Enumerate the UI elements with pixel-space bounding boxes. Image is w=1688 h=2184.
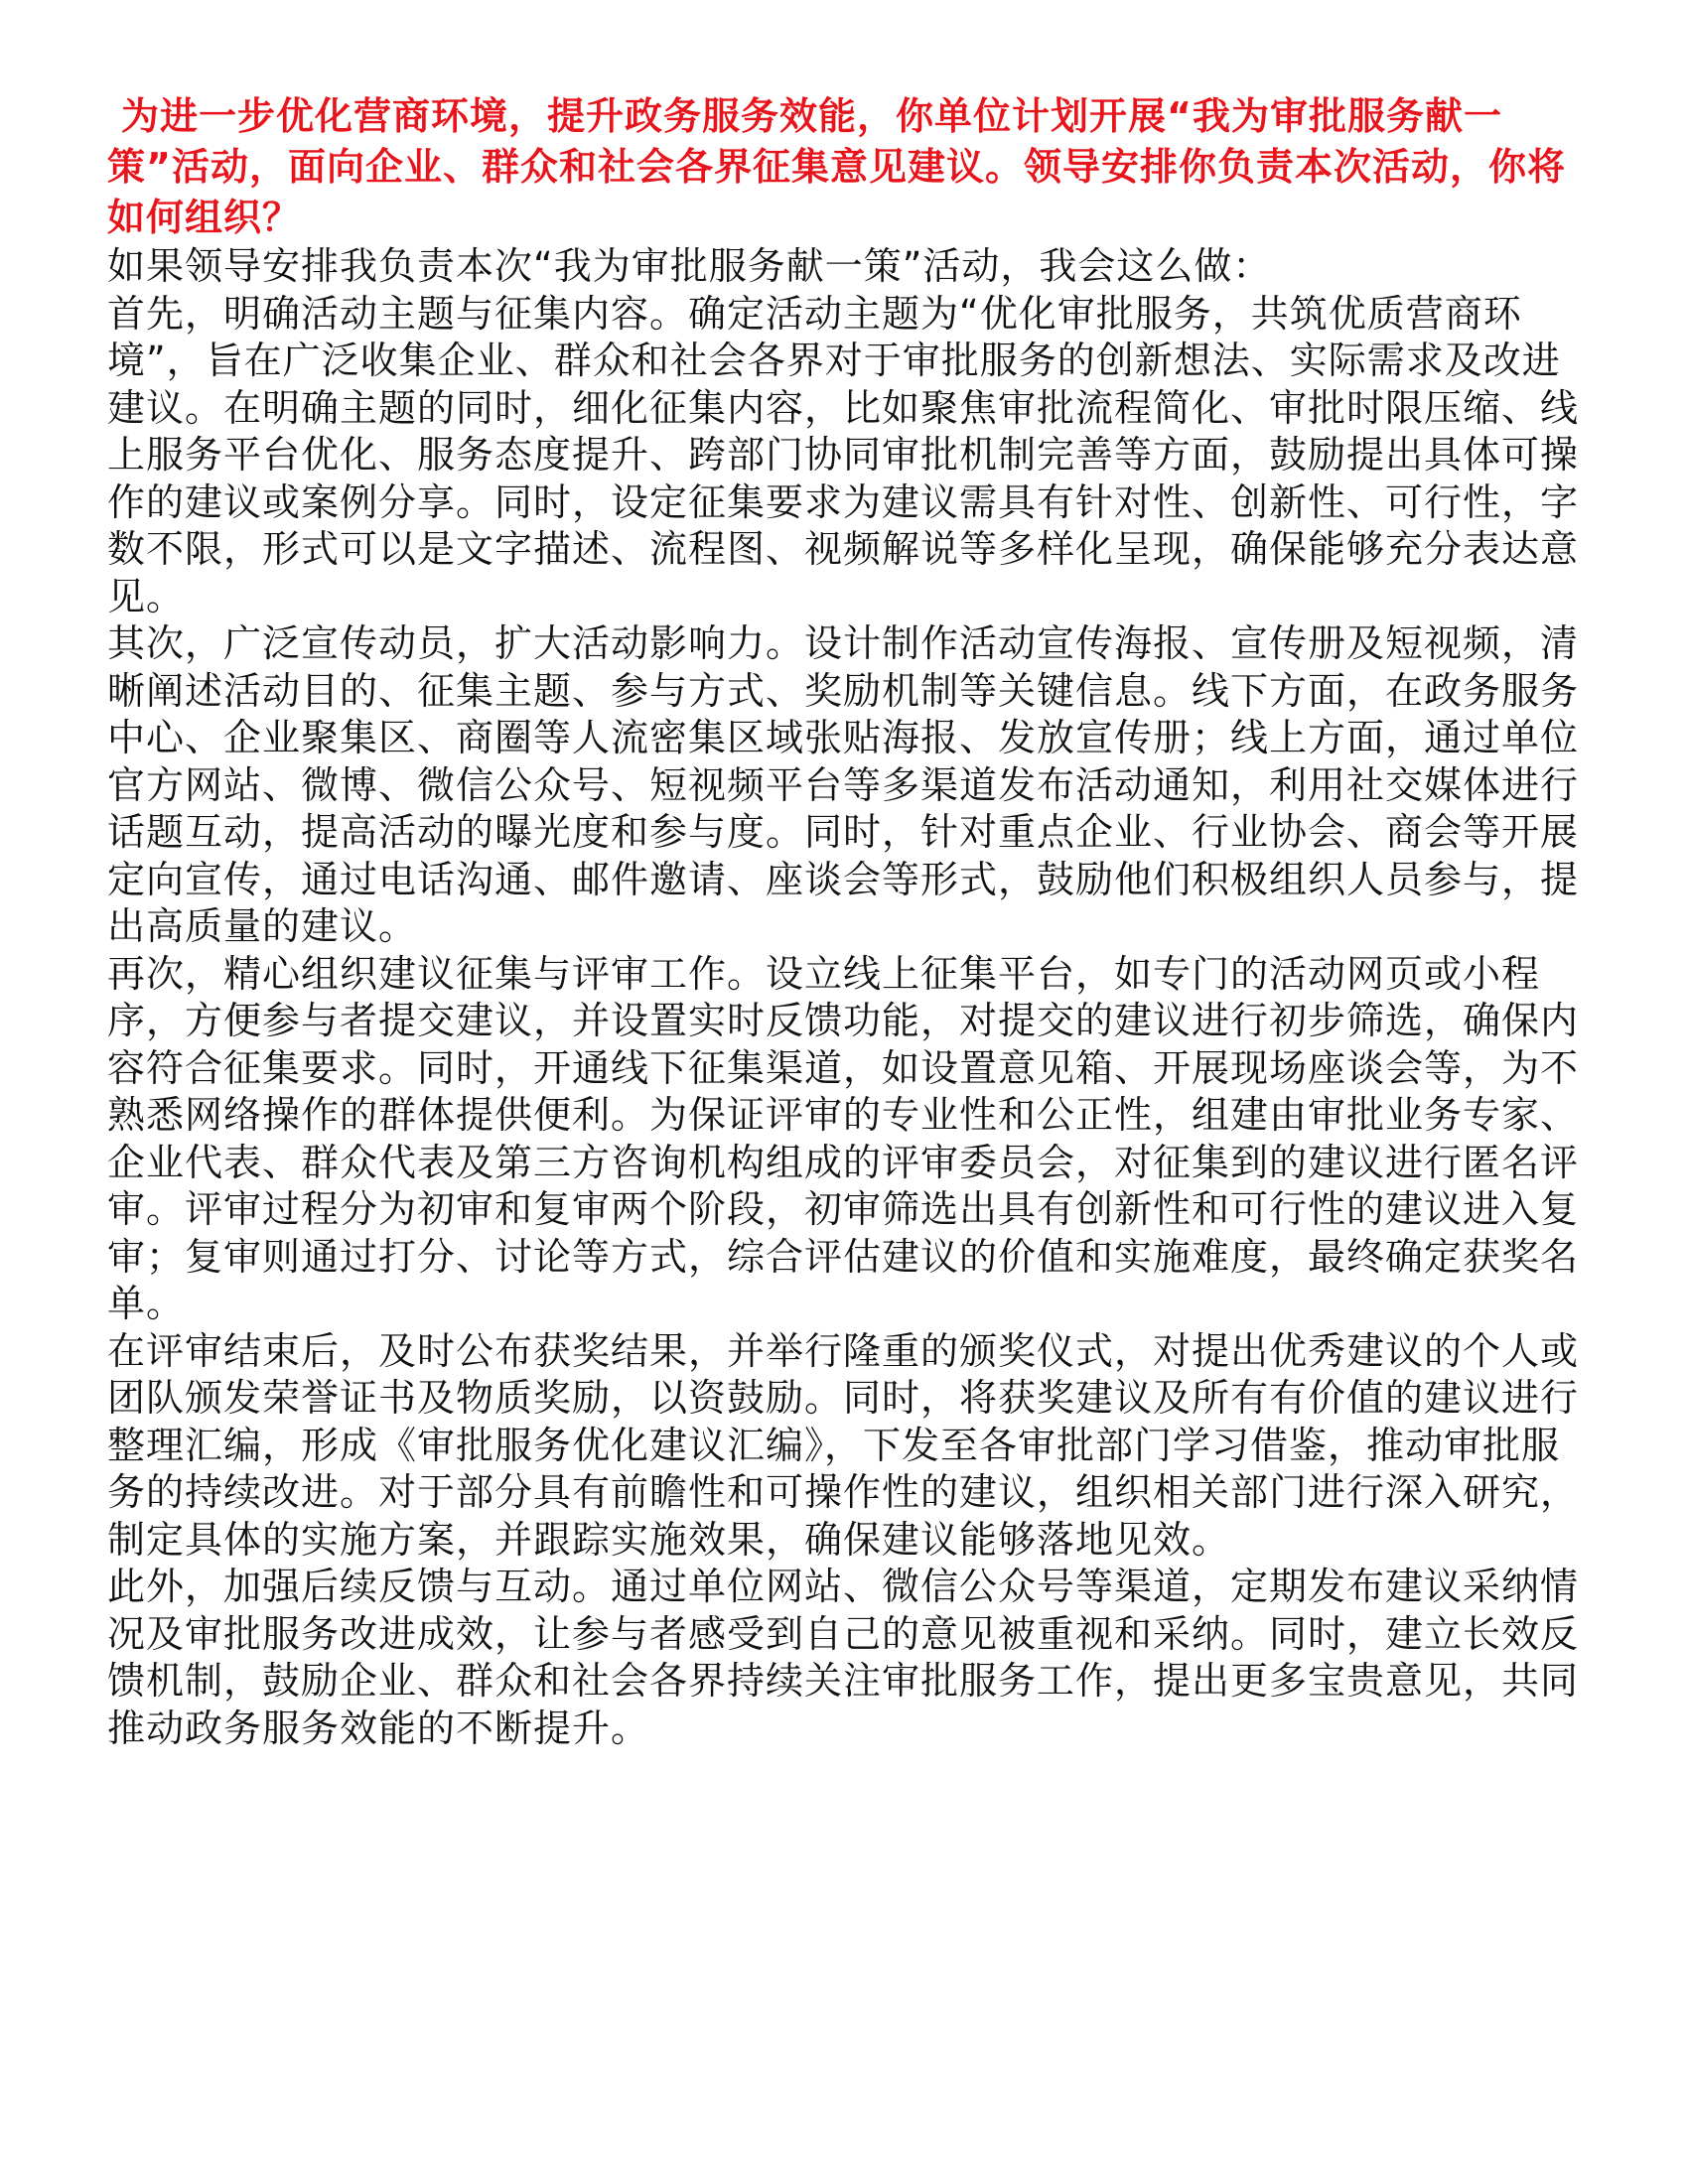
answer-paragraph-second: 其次，广泛宣传动员，扩大活动影响力。设计制作活动宣传海报、宣传册及短视频，清晰阐述活动目的、征集主题、参与方式、奖励机制等关键信息。线下方面，在政务服务中心、企业聚集区、商圈等人流密集区域张贴海报、发放宣传册；线上方面，通过单位官方网站、微博、微信公众号、短视频平台等多渠道发布活动通知，利用社交媒体进行话题互动，提高活动的曝光度和参与度。同时，针对重点企业、行业协会、商会等开展定向宣传，通过电话沟通、邮件邀请、座谈会等形式，鼓励他们积极组织人员参与，提出高质量的建议。 <box>107 621 1580 948</box>
question-heading: 为进一步优化营商环境，提升政务服务效能，你单位计划开展“我为审批服务献一策”活动，面向企业、群众和社会各界征集意见建议。领导安排你负责本次活动，你将如何组织？ <box>107 94 1566 239</box>
answer-paragraph-results: 在评审结束后，及时公布获奖结果，并举行隆重的颁奖仪式，对提出优秀建议的个人或团队颁发荣誉证书及物质奖励，以资鼓励。同时，将获奖建议及所有有价值的建议进行整理汇编，形成《审批服务优化建议汇编》，下发至各审批部门学习借鉴，推动审批服务的持续改进。对于部分具有前瞻性和可操作性的建议，组织相关部门进行深入研究，制定具体的实施方案，并跟踪实施效果，确保建议能够落地见效。 <box>107 1328 1580 1562</box>
answer-intro: 如果领导安排我负责本次“我为审批服务献一策”活动，我会这么做： <box>107 244 1272 288</box>
answer-paragraph-third: 再次，精心组织建议征集与评审工作。设立线上征集平台，如专门的活动网页或小程序，方便参与者提交建议，并设置实时反馈功能，对提交的建议进行初步筛选，确保内容符合征集要求。同时，开通线下征集渠道，如设置意见箱、开展现场座谈会等，为不熟悉网络操作的群体提供便利。为保证评审的专业性和公正性，组建由审批业务专家、企业代表、群众代表及第三方咨询机构组成的评审委员会，对征集到的建议进行匿名评审。评审过程分为初审和复审两个阶段，初审筛选出具有创新性和可行性的建议进入复审；复审则通过打分、讨论等方式，综合评估建议的价值和实施难度，最终确定获奖名单。 <box>107 951 1580 1325</box>
answer-paragraph-followup: 此外，加强后续反馈与互动。通过单位网站、微信公众号等渠道，定期发布建议采纳情况及审批服务改进成效，让参与者感受到自己的意见被重视和采纳。同时，建立长效反馈机制，鼓励企业、群众和社会各界持续关注审批服务工作，提出更多宝贵意见，共同推动政务服务效能的不断提升。 <box>107 1565 1580 1750</box>
answer-paragraph-first: 首先，明确活动主题与征集内容。确定活动主题为“优化审批服务，共筑优质营商环境”，旨在广泛收集企业、群众和社会各界对于审批服务的创新想法、实际需求及改进建议。在明确主题的同时，细化征集内容，比如聚焦审批流程简化、审批时限压缩、线上服务平台优化、服务态度提升、跨部门协同审批机制完善等方面，鼓励提出具体可操作的建议或案例分享。同时，设定征集要求为建议需具有针对性、创新性、可行性，字数不限，形式可以是文字描述、流程图、视频解说等多样化呈现，确保能够充分表达意见。 <box>107 291 1580 618</box>
document-page <box>107 91 1597 1752</box>
